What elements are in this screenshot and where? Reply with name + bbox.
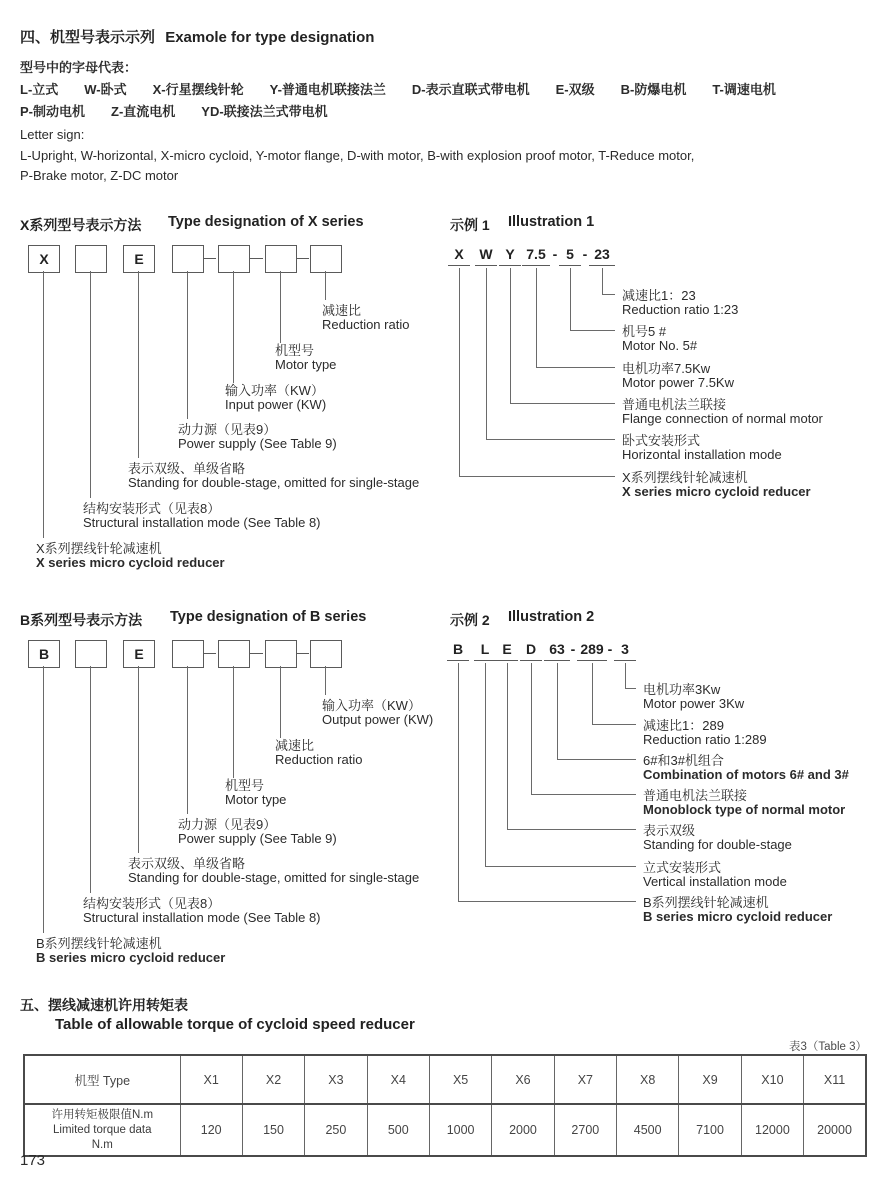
code-token: 3 xyxy=(614,641,636,661)
diagram-label-zh: B系列摆线针轮减速机 xyxy=(36,936,162,951)
designation-box xyxy=(265,640,297,668)
table-reference: 表3（Table 3） xyxy=(789,1041,867,1053)
code-token: Y xyxy=(499,246,521,266)
code-token: X xyxy=(448,246,470,266)
connector-elbow xyxy=(458,663,636,902)
designation-box xyxy=(310,245,342,273)
illustration-label-zh: 减速比1：289 xyxy=(643,718,724,733)
diagram-label-zh: 减速比 xyxy=(322,303,362,318)
illustration1-heading-en: Illustration 1 xyxy=(508,214,595,230)
code-dash: - xyxy=(582,246,588,262)
illustration-label-zh: 6#和3#机组合 xyxy=(643,753,724,768)
legend-intro: 型号中的字母代表： xyxy=(20,60,138,75)
designation-box xyxy=(218,245,250,273)
illustration-label-en: Motor power 7.5Kw xyxy=(622,375,734,390)
diagram-label-zh: 表示双级、单级省略 xyxy=(128,856,246,871)
torque-value-cell: 4500 xyxy=(617,1104,679,1156)
diagram-label-en: Input power (KW) xyxy=(225,397,327,412)
x-series-diagram xyxy=(0,210,888,605)
table-header-cell: X2 xyxy=(242,1055,304,1104)
diagram-label-zh: 减速比 xyxy=(275,738,315,753)
illustration-label-zh: 普通电机法兰联接 xyxy=(643,788,748,803)
diagram-label-zh: 动力源（见表9） xyxy=(178,817,277,832)
connector-line xyxy=(325,271,326,300)
torque-value-cell: 12000 xyxy=(741,1104,803,1156)
illustration-label-en: Standing for double-stage xyxy=(643,837,792,852)
letter-sign-line-1: L-Upright, W-horizontal, X-micro cycloid, Y-motor flange, D-with motor, B-with explosion proof motor, T-Reduce motor, xyxy=(20,148,695,163)
connector-line xyxy=(187,271,188,419)
diagram-label-en: Standing for double-stage, omitted for single-stage xyxy=(128,870,420,885)
illustration-label-en: Reduction ratio 1:23 xyxy=(622,302,739,317)
designation-box xyxy=(75,640,107,668)
table-header-cell: X7 xyxy=(554,1055,616,1104)
connector-line xyxy=(138,666,139,853)
code-dash: - xyxy=(552,246,558,262)
illustration2-heading-en: Illustration 2 xyxy=(508,609,595,625)
illustration-label-en: Reduction ratio 1:289 xyxy=(643,732,767,747)
diagram-label-en: Reduction ratio xyxy=(322,317,410,332)
diagram-label-en: Standing for double-stage, omitted for single-stage xyxy=(128,475,420,490)
torque-value-cell: 120 xyxy=(180,1104,242,1156)
illustration-label-zh: 表示双级 xyxy=(643,823,696,838)
connector-line xyxy=(187,666,188,814)
designation-box xyxy=(172,245,204,273)
illustration-label-zh: 机号5 # xyxy=(622,324,667,339)
table-header-cell: 机型 Type xyxy=(24,1055,180,1104)
row-label-line: N.m xyxy=(91,1138,113,1151)
box-separator-dash xyxy=(297,258,309,259)
section4-title xyxy=(20,26,374,47)
designation-box xyxy=(265,245,297,273)
diagram-label-zh: 机型号 xyxy=(275,343,315,358)
illustration-label-zh: 减速比1：23 xyxy=(622,288,696,303)
code-token: W xyxy=(475,246,497,266)
diagram-label-en: Reduction ratio xyxy=(275,752,363,767)
illustration-label-zh: X系列摆线针轮减速机 xyxy=(622,470,748,485)
letter-sign-title: Letter sign: xyxy=(20,127,85,142)
code-token: 7.5 xyxy=(522,246,550,266)
connector-line xyxy=(90,271,91,498)
page-number: 173 xyxy=(20,1152,46,1169)
connector-line xyxy=(233,666,234,778)
code-dash: - xyxy=(570,641,576,657)
diagram-label-zh: 结构安装形式（见表8） xyxy=(83,896,221,911)
illustration2-heading-zh: 示例 2 xyxy=(450,612,490,628)
diagram-label-zh: 机型号 xyxy=(225,778,265,793)
illustration-label-en: Combination of motors 6# and 3# xyxy=(643,767,849,782)
illustration-label-en: Flange connection of normal motor xyxy=(622,411,823,426)
torque-section xyxy=(0,990,888,1160)
box-separator-dash xyxy=(250,258,263,259)
diagram-label-zh: 动力源（见表9） xyxy=(178,422,277,437)
illustration-label-en: Motor No. 5# xyxy=(622,338,698,353)
designation-box: X xyxy=(28,245,60,273)
table-header-row xyxy=(24,1055,866,1104)
designation-box: B xyxy=(28,640,60,668)
table-header-cell: X9 xyxy=(679,1055,741,1104)
connector-line xyxy=(325,666,326,695)
torque-value-cell: 2000 xyxy=(492,1104,554,1156)
designation-box xyxy=(310,640,342,668)
designation-box: E xyxy=(123,640,155,668)
connector-elbow xyxy=(459,268,615,477)
torque-value-cell: 500 xyxy=(367,1104,429,1156)
diagram-label-en: Motor type xyxy=(225,792,287,807)
illustration-label-en: B series micro cycloid reducer xyxy=(643,909,833,924)
box-separator-dash xyxy=(204,653,216,654)
illustration-label-zh: 电机功率7.5Kw xyxy=(622,361,711,376)
code-token: 5 xyxy=(559,246,581,266)
connector-line xyxy=(43,666,44,933)
designation-box xyxy=(218,640,250,668)
diagram-label-zh: 结构安装形式（见表8） xyxy=(83,501,221,516)
connector-line xyxy=(138,271,139,458)
illustration1-heading-zh: 示例 1 xyxy=(450,217,490,233)
table-header-cell: X1 xyxy=(180,1055,242,1104)
illustration-label-en: Monoblock type of normal motor xyxy=(643,802,846,817)
illustration-label-en: Vertical installation mode xyxy=(643,874,787,889)
table-data-row xyxy=(24,1104,866,1156)
torque-value-cell: 150 xyxy=(242,1104,304,1156)
diagram-label-zh: 输入功率（KW） xyxy=(225,383,324,398)
table-header-cell: X4 xyxy=(367,1055,429,1104)
diagram-label-en: X series micro cycloid reducer xyxy=(36,555,225,570)
diagram-label-en: Output power (KW) xyxy=(322,712,434,727)
row-label-line: 许用转矩极限值N.m xyxy=(51,1108,154,1121)
diagram-label-en: B series micro cycloid reducer xyxy=(36,950,226,965)
torque-value-cell: 250 xyxy=(305,1104,367,1156)
diagram-label-en: Power supply (See Table 9) xyxy=(178,831,337,846)
section5-heading-zh: 五、摆线减速机许用转矩表 xyxy=(20,997,188,1013)
table-header-cell: X11 xyxy=(804,1055,866,1104)
diagram-label-zh: X系列摆线针轮减速机 xyxy=(36,541,162,556)
table-header-cell: X8 xyxy=(617,1055,679,1104)
section4-title-zh: 四、机型号表示示列 xyxy=(20,29,156,46)
designation-box xyxy=(75,245,107,273)
box-separator-dash xyxy=(204,258,216,259)
designation-box: E xyxy=(123,245,155,273)
row-label-line: Limited torque data xyxy=(53,1123,152,1136)
illustration-label-en: Motor power 3Kw xyxy=(643,696,745,711)
box-separator-dash xyxy=(250,653,263,654)
diagram-label-zh: 表示双级、单级省略 xyxy=(128,461,246,476)
code-token: E xyxy=(496,641,518,661)
box-separator-dash xyxy=(297,653,309,654)
diagram-label-zh: 输入功率（KW） xyxy=(322,698,421,713)
code-token: D xyxy=(520,641,542,661)
illustration-label-zh: B系列摆线针轮减速机 xyxy=(643,895,769,910)
torque-table xyxy=(23,1054,867,1157)
designation-box xyxy=(172,640,204,668)
b-series-heading-en: Type designation of B series xyxy=(170,609,367,625)
b-series-heading-zh: B系列型号表示方法 xyxy=(20,612,143,628)
table-header-cell: X5 xyxy=(429,1055,491,1104)
illustration-label-zh: 卧式安装形式 xyxy=(622,433,701,448)
diagram-label-en: Structural installation mode (See Table 8) xyxy=(83,515,321,530)
diagram-label-en: Power supply (See Table 9) xyxy=(178,436,337,451)
torque-value-cell: 2700 xyxy=(554,1104,616,1156)
illustration-label-en: Horizontal installation mode xyxy=(622,447,782,462)
illustration-label-zh: 立式安装形式 xyxy=(643,860,722,875)
connector-line xyxy=(43,271,44,538)
code-token: L xyxy=(474,641,496,661)
torque-value-cell: 1000 xyxy=(429,1104,491,1156)
connector-line xyxy=(280,666,281,738)
code-token: B xyxy=(447,641,469,661)
letter-sign-line-2: P-Brake motor, Z-DC motor xyxy=(20,168,179,183)
row-label-cell xyxy=(24,1104,180,1156)
torque-value-cell: 20000 xyxy=(804,1104,866,1156)
table-header-cell: X6 xyxy=(492,1055,554,1104)
table-header-cell: X3 xyxy=(305,1055,367,1104)
section5-heading-en: Table of allowable torque of cycloid speed reducer xyxy=(55,1016,415,1033)
code-token: 63 xyxy=(544,641,570,661)
connector-line xyxy=(90,666,91,893)
diagram-label-en: Structural installation mode (See Table 8) xyxy=(83,910,321,925)
diagram-label-en: Motor type xyxy=(275,357,337,372)
code-token: 289 xyxy=(577,641,607,661)
illustration-label-en: X series micro cycloid reducer xyxy=(622,484,811,499)
code-dash: - xyxy=(607,641,613,657)
legend-line-1: L-立式 W-卧式 X-行星摆线针轮 Y-普通电机联接法兰 D-表示直联式带电机 E-双级 B-防爆电机 T-调速电机 xyxy=(20,82,776,97)
illustration-label-zh: 电机功率3Kw xyxy=(643,682,721,697)
torque-value-cell: 7100 xyxy=(679,1104,741,1156)
legend-line-2: P-制动电机 Z-直流电机 YD-联接法兰式带电机 xyxy=(20,104,328,119)
x-series-heading-zh: X系列型号表示方法 xyxy=(20,217,142,233)
connector-line xyxy=(280,271,281,343)
code-token: 23 xyxy=(589,246,615,266)
illustration-label-zh: 普通电机法兰联接 xyxy=(622,397,727,412)
b-series-diagram xyxy=(0,605,888,990)
x-series-heading-en: Type designation of X series xyxy=(168,214,364,230)
connector-line xyxy=(233,271,234,383)
table-header-cell: X10 xyxy=(741,1055,803,1104)
section4-title-en: Examole for type designation xyxy=(165,29,375,46)
